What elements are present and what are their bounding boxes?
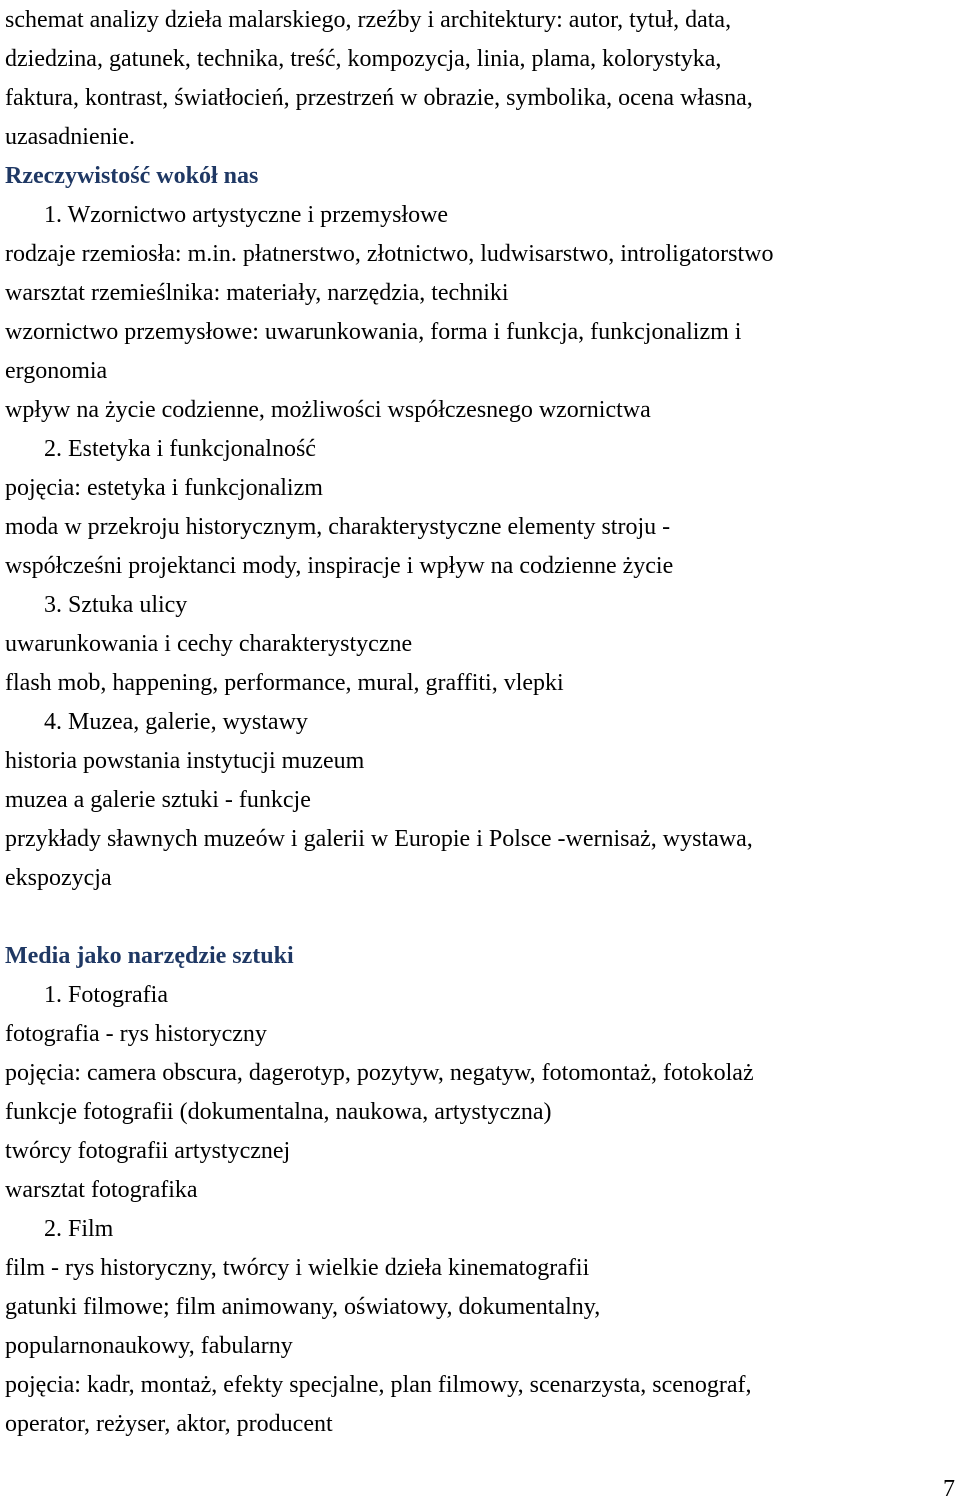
page-number: 7 [943,1476,955,1502]
text-line: schemat analizy dzieła malarskiego, rzeźby i architektury: autor, tytuł, data, [5,7,732,33]
text-line: funkcje fotografii (dokumentalna, naukowa, artystyczna) [5,1099,552,1125]
text-line: uwarunkowania i cechy charakterystyczne [5,631,413,657]
text-line: przykłady sławnych muzeów i galerii w Europie i Polsce -wernisaż, wystawa, [5,826,753,852]
section-heading-rzeczywistosc: Rzeczywistość wokół nas [5,163,259,189]
blank-line [5,898,955,937]
subsection-title: 4. Muzea, galerie, wystawy [44,709,308,735]
text-line: historia powstania instytucji muzeum [5,748,365,774]
text-line: ekspozycja [5,865,112,891]
text-line: warsztat rzemieślnika: materiały, narzędzia, techniki [5,280,509,306]
text-line: muzea a galerie sztuki - funkcje [5,787,311,813]
text-line: warsztat fotografika [5,1177,198,1203]
text-line: pojęcia: kadr, montaż, efekty specjalne, plan filmowy, scenarzysta, scenograf, [5,1372,752,1398]
text-line: uzasadnienie. [5,124,135,150]
text-line: rodzaje rzemiosła: m.in. płatnerstwo, złotnictwo, ludwisarstwo, introligatorstwo [5,241,774,267]
subsection-title: 3. Sztuka ulicy [44,592,188,618]
text-line: fotografia - rys historyczny [5,1021,267,1047]
text-line: faktura, kontrast, światłocień, przestrzeń w obrazie, symbolika, ocena własna, [5,85,753,111]
text-line: wpływ na życie codzienne, możliwości współczesnego wzornictwa [5,397,651,423]
text-line: flash mob, happening, performance, mural, graffiti, vlepki [5,670,564,696]
text-line: operator, reżyser, aktor, producent [5,1411,333,1437]
text-line: współcześni projektanci mody, inspiracje i wpływ na codzienne życie [5,553,674,579]
text-line: film - rys historyczny, twórcy i wielkie dzieła kinematografii [5,1255,590,1281]
section-heading-media: Media jako narzędzie sztuki [5,943,294,969]
text-line: ergonomia [5,358,108,384]
text-line: popularnonaukowy, fabularny [5,1333,293,1359]
subsection-title: 2. Film [44,1216,114,1242]
subsection-title: 2. Estetyka i funkcjonalność [44,436,316,462]
subsection-title: 1. Fotografia [44,982,168,1008]
text-line: pojęcia: camera obscura, dagerotyp, pozytyw, negatyw, fotomontaż, fotokolaż [5,1060,754,1086]
text-line: dziedzina, gatunek, technika, treść, kompozycja, linia, plama, kolorystyka, [5,46,722,72]
text-line: moda w przekroju historycznym, charakterystyczne elementy stroju - [5,514,671,540]
document-page [5,0,955,1444]
text-line: pojęcia: estetyka i funkcjonalizm [5,475,323,501]
text-line: twórcy fotografii artystycznej [5,1138,291,1164]
subsection-title: 1. Wzornictwo artystyczne i przemysłowe [44,202,449,228]
text-line: wzornictwo przemysłowe: uwarunkowania, forma i funkcja, funkcjonalizm i [5,319,742,345]
text-line: gatunki filmowe; film animowany, oświatowy, dokumentalny, [5,1294,601,1320]
